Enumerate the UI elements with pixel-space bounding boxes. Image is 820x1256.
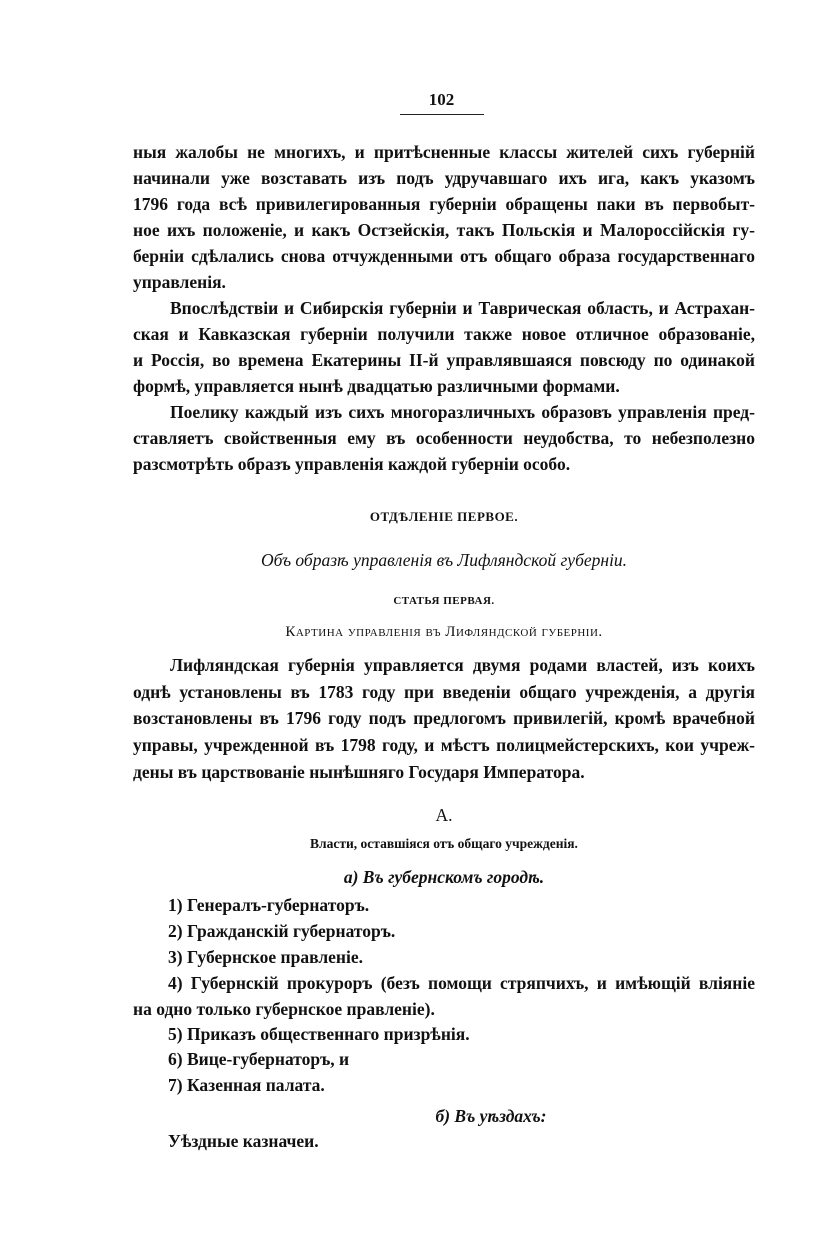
list-item: 6) Вице-губернаторъ, и xyxy=(168,1049,350,1069)
text-line: управленія. xyxy=(133,272,226,292)
section-subtitle: Объ образѣ управленія въ Лифляндской губерніи. xyxy=(260,550,628,570)
list-item: 1) Генералъ-губернаторъ. xyxy=(168,895,370,915)
text-line: возстановлены въ 1796 году подъ предлогомъ привилегій, кромѣ врачебной xyxy=(133,708,755,728)
list-item: 4) Губернскій прокуроръ (безъ помощи стряпчихъ, и имѣющій вліяніе xyxy=(168,973,755,993)
text-line: ное ихъ положеніе, и какъ Остзейскія, такъ Польскія и Малороссійскія гу- xyxy=(133,220,755,240)
part-title: Власти, оставшіяся отъ общаго учрежденія. xyxy=(310,836,578,851)
subsection-b: б) Въ уѣздахъ: xyxy=(435,1106,547,1126)
list-item: 5) Приказъ общественнаго призрѣнія. xyxy=(168,1024,470,1044)
list-item: 3) Губернское правленіе. xyxy=(168,947,364,967)
text-line: ныя жалобы не многихъ, и притѣсненные классы жителей сихъ губерній xyxy=(133,142,755,162)
header-rule xyxy=(400,114,484,115)
text-line: Поелику каждый изъ сихъ многоразличныхъ образовъ управленія пред- xyxy=(170,402,755,422)
list-item: 7) Казенная палата. xyxy=(168,1075,325,1095)
article-subtitle: Картина управленія въ Лифляндской губерніи. xyxy=(285,624,603,640)
list-item-continuation: на одно только губернское правленіе). xyxy=(133,999,435,1019)
text-line: Лифляндская губернія управляется двумя родами властей, изъ коихъ xyxy=(170,655,755,675)
text-line: управы, учрежденной въ 1798 году, и мѣстъ полицмейстерскихъ, кои учреж- xyxy=(133,735,755,755)
article-heading: СТАТЬЯ ПЕРВАЯ. xyxy=(393,595,495,607)
list-item: 2) Гражданскій губернаторъ. xyxy=(168,921,396,941)
text-line: формѣ, управляется нынѣ двадцатью различными формами. xyxy=(133,376,620,396)
text-line: 1796 года всѣ привилегированныя губерніи обращены паки въ первобыт- xyxy=(133,194,755,214)
section-heading: ОТДѢЛЕНІЕ ПЕРВОЕ. xyxy=(369,509,519,524)
text-line: разсмотрѣть образъ управленія каждой губерніи особо. xyxy=(133,454,571,474)
text-line: ская и Кавказская губерніи получили также новое отличное образованіе, xyxy=(133,324,755,344)
text-line: и Россія, во времена Екатерины II-й управлявшаяся повсюду по одинакой xyxy=(133,350,755,370)
text-line: Впослѣдствіи и Сибирскія губерніи и Таврическая область, и Астрахан- xyxy=(170,298,755,318)
part-letter: А. xyxy=(435,805,453,825)
subsection-a: а) Въ губернскомъ городѣ. xyxy=(343,867,545,887)
final-line: Уѣздные казначеи. xyxy=(168,1131,319,1151)
text-line: ставляетъ свойственныя ему въ особенности неудобства, то небезполезно xyxy=(133,428,755,448)
text-line: дены въ царствованіе нынѣшняго Государя Императора. xyxy=(133,762,585,782)
page-number: 102 xyxy=(428,90,455,109)
text-line: начинали уже возставать изъ подъ удручавшаго ихъ ига, какъ указомъ xyxy=(133,168,755,188)
text-line: однѣ установлены въ 1783 году при введеніи общаго учрежденія, а другія xyxy=(133,682,755,702)
text-line: берніи сдѣлались снова отчужденными отъ общаго образа государственнаго xyxy=(133,246,755,266)
